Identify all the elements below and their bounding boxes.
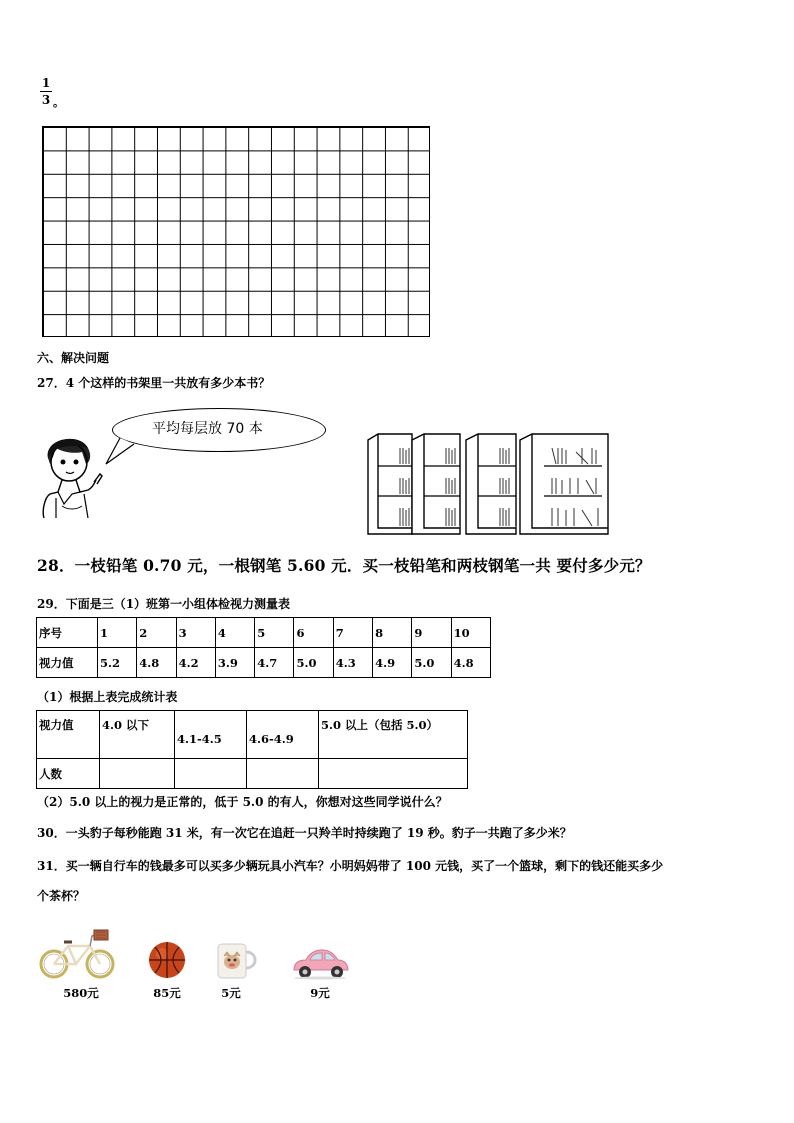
table-cell: 5 bbox=[255, 618, 294, 648]
q27-text: 27．4 个这样的书架里一共放有多少本书？ bbox=[37, 376, 271, 390]
table-row bbox=[37, 618, 491, 648]
fraction-numerator: 1 bbox=[41, 76, 51, 90]
table-cell[interactable] bbox=[319, 759, 468, 789]
q29-sub2: （2）5.0 以上的视力是正常的，低于 5.0 的有人，你想对这些同学说什么？ bbox=[37, 795, 448, 809]
teacup-icon bbox=[214, 942, 260, 980]
table-cell: 2 bbox=[137, 618, 176, 648]
bicycle-icon bbox=[38, 928, 118, 980]
table-cell: 序号 bbox=[37, 618, 98, 648]
price-bicycle: 580元 bbox=[63, 986, 99, 1000]
table-cell[interactable] bbox=[247, 759, 319, 789]
table-cell: 4.1-4.5 bbox=[175, 711, 247, 759]
q28-text: 28．一枝铅笔 0.70 元，一根钢笔 5.60 元．买一枝铅笔和两枝钢笔一共 要付多少元？ bbox=[37, 556, 651, 575]
table-cell: 10 bbox=[451, 618, 490, 648]
bookshelves-icon bbox=[366, 430, 614, 538]
table-cell: 人数 bbox=[37, 759, 100, 789]
toy-car-icon bbox=[290, 946, 350, 980]
table-cell: 3.9 bbox=[215, 648, 254, 678]
table-cell: 4.6-4.9 bbox=[247, 711, 319, 759]
vision-table bbox=[36, 617, 491, 678]
table-cell: 4.8 bbox=[137, 648, 176, 678]
table-cell: 6 bbox=[294, 618, 333, 648]
table-cell: 4.7 bbox=[255, 648, 294, 678]
table-cell[interactable] bbox=[100, 759, 175, 789]
table-cell: 8 bbox=[373, 618, 412, 648]
stats-table bbox=[36, 710, 468, 789]
fraction-bar bbox=[40, 91, 52, 92]
table-cell: 1 bbox=[98, 618, 137, 648]
table-row bbox=[37, 759, 468, 789]
table-cell: 视力值 bbox=[37, 648, 98, 678]
price-toy-car: 9元 bbox=[310, 986, 330, 1000]
price-basketball: 85元 bbox=[153, 986, 181, 1000]
fraction-tail: 。 bbox=[53, 96, 64, 109]
table-cell: 4.2 bbox=[176, 648, 215, 678]
fraction-denominator: 3 bbox=[41, 93, 51, 107]
table-cell: 4.9 bbox=[373, 648, 412, 678]
table-row bbox=[37, 648, 491, 678]
q31-line1: 31．买一辆自行车的钱最多可以买多少辆玩具小汽车？小明妈妈带了 100 元钱，买了一个篮球，剩下的钱还能买多少 bbox=[37, 859, 664, 873]
q29-intro: 29．下面是三（1）班第一小组体检视力测量表 bbox=[37, 597, 291, 611]
table-cell: 5.0 bbox=[412, 648, 451, 678]
table-cell: 5.2 bbox=[98, 648, 137, 678]
fraction bbox=[40, 76, 52, 107]
q29-sub1: （1）根据上表完成统计表 bbox=[37, 690, 178, 704]
q31-line2: 个茶杯？ bbox=[37, 889, 86, 903]
speech-bubble-text: 平均每层放 70 本 bbox=[152, 421, 263, 437]
table-cell: 4.8 bbox=[451, 648, 490, 678]
table-cell: 4 bbox=[215, 618, 254, 648]
basketball-icon bbox=[147, 940, 187, 980]
price-teacup: 5元 bbox=[221, 986, 241, 1000]
table-cell: 9 bbox=[412, 618, 451, 648]
table-cell: 4.3 bbox=[333, 648, 372, 678]
drawing-grid bbox=[42, 126, 430, 337]
table-cell: 3 bbox=[176, 618, 215, 648]
table-cell: 7 bbox=[333, 618, 372, 648]
table-cell[interactable] bbox=[175, 759, 247, 789]
table-row bbox=[37, 711, 468, 759]
section-heading: 六、解决问题 bbox=[37, 351, 110, 365]
table-cell: 5.0 以上（包括 5.0） bbox=[319, 711, 468, 759]
table-cell: 视力值 bbox=[37, 711, 100, 759]
table-cell: 5.0 bbox=[294, 648, 333, 678]
table-cell: 4.0 以下 bbox=[100, 711, 175, 759]
speech-bubble-tail bbox=[104, 436, 136, 466]
q30-text: 30．一头豹子每秒能跑 31 米，有一次它在追赶一只羚羊时持续跑了 19 秒。豹子一共跑了多少米？ bbox=[37, 826, 572, 840]
boy-icon bbox=[36, 432, 108, 518]
